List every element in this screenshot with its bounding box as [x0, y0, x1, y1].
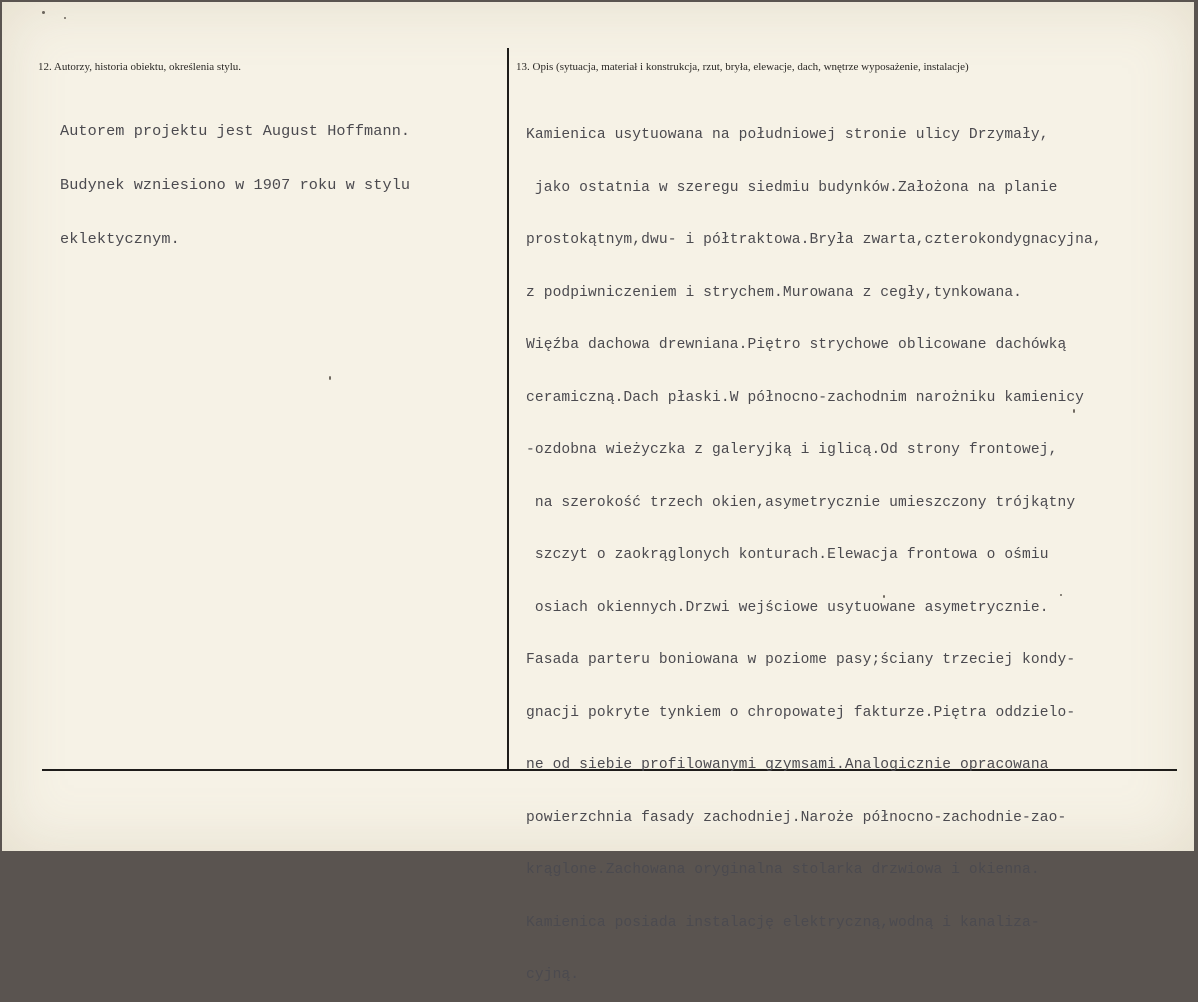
typed-line: gnacji pokryte tynkiem o chropowatej fakturze.Piętra oddzielo- — [526, 704, 1076, 721]
typed-line: cyjną. — [526, 967, 580, 983]
typed-line: Budynek wzniesiono w 1907 roku w stylu — [60, 176, 411, 194]
typed-line: prostokątnym,dwu- i półtraktowa.Bryła zwarta,czterokondygnacyjna, — [526, 232, 1102, 248]
section-12-heading: 12. Autorzy, historia obiektu, określenia stylu. — [38, 61, 242, 73]
typed-line: Kamienica posiada instalację elektryczną,wodną i kanaliza- — [526, 914, 1040, 931]
paper-speck — [64, 17, 66, 19]
paper-speck — [329, 376, 331, 380]
section-13-typed-text — [526, 92, 1102, 1002]
typed-line: Więźba dachowa drewniana.Piętro strychowe oblicowane dachówką — [526, 337, 1067, 353]
typed-line: osiach okiennych.Drzwi wejściowe usytuowane asymetrycznie. — [526, 599, 1049, 616]
typed-line: ceramiczną.Dach płaski.W północno-zachodnim narożniku kamienicy — [526, 389, 1085, 406]
typed-line: Kamienica usytuowana na południowej stronie ulicy Drzymały, — [526, 127, 1049, 143]
typed-line: -ozdobna wieżyczka z galeryjką i iglicą.Od strony frontowej, — [526, 442, 1058, 458]
typed-line: Autorem projektu jest August Hoffmann. — [60, 122, 411, 140]
typed-line: krąglone.Zachowana oryginalna stolarka drzwiowa i okienna. — [526, 862, 1040, 878]
section-12-typed-text — [60, 86, 410, 266]
typed-line: szczyt o zaokrąglonych konturach.Elewacja frontowa o ośmiu — [526, 547, 1049, 563]
column-divider — [507, 48, 509, 770]
typed-line: na szerokość trzech okien,asymetrycznie umieszczony trójkątny — [526, 494, 1076, 511]
typed-line: ne od siebie profilowanymi gzymsami.Analogicznie opracowana — [526, 757, 1049, 773]
paper-speck — [42, 11, 45, 14]
typed-line: Fasada parteru boniowana w poziome pasy;ściany trzeciej kondy- — [526, 652, 1076, 668]
typed-line: powierzchnia fasady zachodniej.Naroże północno-zachodnie-zao- — [526, 809, 1067, 826]
typed-line: z podpiwniczeniem i strychem.Murowana z cegły,tynkowana. — [526, 284, 1023, 301]
typed-line: eklektycznym. — [60, 230, 180, 248]
typed-line: jako ostatnia w szeregu siedmiu budynków.Założona na planie — [526, 179, 1058, 196]
section-13-heading: 13. Opis (sytuacja, materiał i konstrukcja, rzut, bryła, elewacje, dach, wnętrze wyposażenie, instalacje) — [516, 61, 969, 73]
